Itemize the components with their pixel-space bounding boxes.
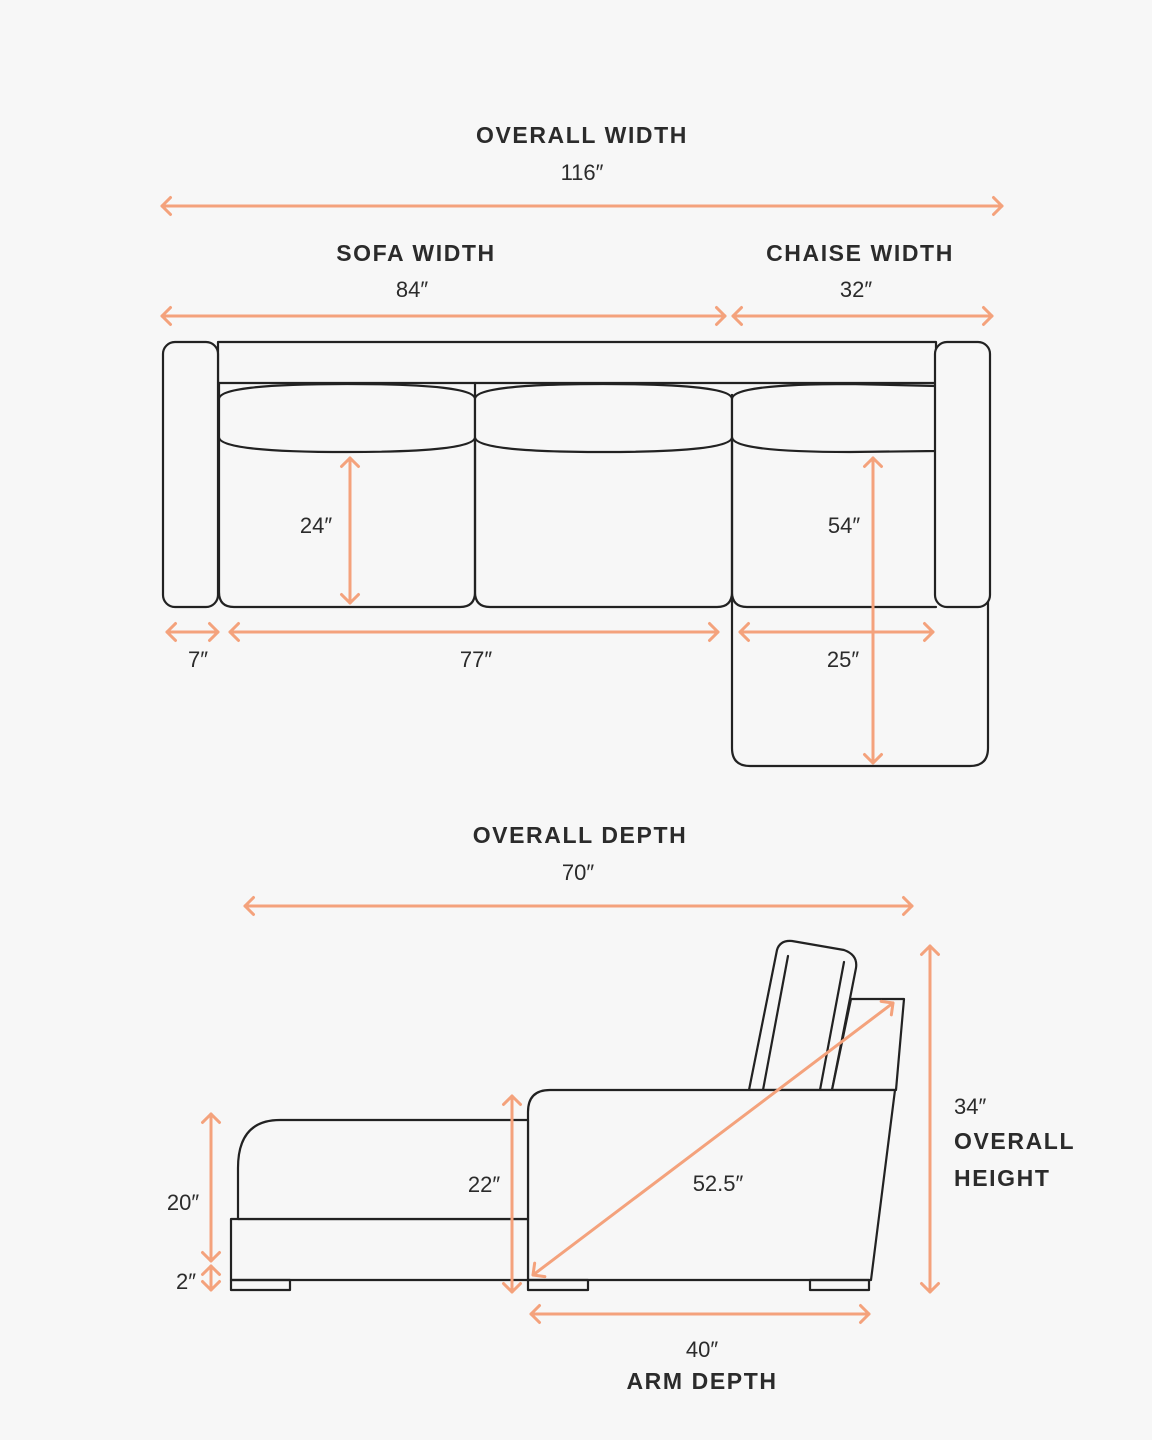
chaise-length-value: 54″: [827, 513, 861, 538]
arm-depth-value: 40″: [685, 1337, 719, 1362]
sofa-side-view: [231, 941, 904, 1290]
overall-width-value: 116″: [560, 160, 604, 185]
arm-height-value: 22″: [467, 1172, 501, 1197]
chaise-base: [231, 1219, 528, 1280]
arm-depth-label: ARM DEPTH: [626, 1368, 778, 1394]
chaise-cushion: [238, 1120, 528, 1219]
overall-depth-value: 70″: [561, 860, 595, 885]
right-arm: [935, 342, 990, 607]
back-cushion-left: [219, 384, 475, 452]
overall-height-label-line2: HEIGHT: [954, 1165, 1051, 1191]
chaise-extension: [732, 600, 988, 766]
overall-height-label-line1: OVERALL: [954, 1128, 1076, 1154]
overall-depth-label: OVERALL DEPTH: [472, 822, 688, 848]
leg-back: [810, 1280, 869, 1290]
backrest: [218, 342, 936, 383]
sofa-width-label: SOFA WIDTH: [336, 240, 496, 266]
sofa-width-value: 84″: [395, 277, 429, 302]
diagonal-depth-value: 52.5″: [692, 1171, 744, 1196]
chaise-width-label: CHAISE WIDTH: [766, 240, 954, 266]
back-cushion-right: [732, 384, 936, 452]
sofa-top-view: [163, 342, 990, 766]
chaise-seat-width-value: 25″: [826, 647, 860, 672]
overall-height-value: 34″: [954, 1094, 987, 1119]
leg-chaise: [231, 1280, 290, 1290]
left-arm: [163, 342, 218, 607]
seat-width-value: 77″: [459, 647, 493, 672]
chaise-width-value: 32″: [839, 277, 873, 302]
seat-depth-value: 24″: [299, 513, 333, 538]
leg-height-value: 2″: [175, 1269, 197, 1294]
overall-width-label: OVERALL WIDTH: [475, 122, 689, 148]
chaise-height-value: 20″: [166, 1190, 200, 1215]
arm-width-value: 7″: [187, 647, 209, 672]
back-cushion-middle: [475, 384, 732, 452]
leg-front: [528, 1280, 588, 1290]
